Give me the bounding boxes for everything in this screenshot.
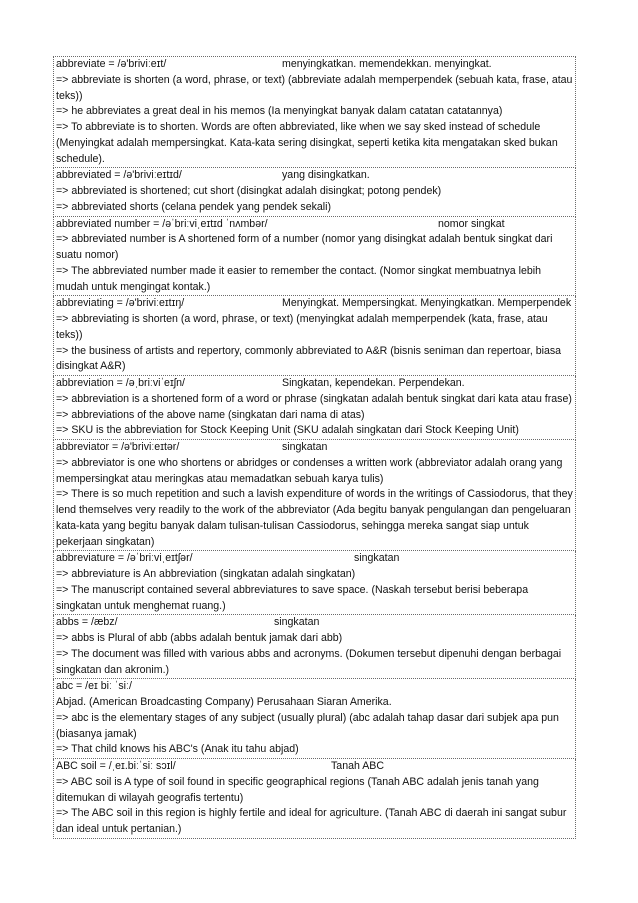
entry-example-line: => the business of artists and repertory, commonly abbreviated to A&R (bisnis seniman dan repertoar, biasa disingkat A&R) <box>56 344 562 373</box>
dictionary-table <box>53 56 576 839</box>
entry-headword-row <box>56 615 573 631</box>
entry-example-line: => abc is the elementary stages of any subject (usually plural) (abc adalah tahap dasar dari subjek apa pun (biasanya jamak) <box>56 711 559 740</box>
entry-headword-row <box>56 168 573 184</box>
entry-meaning: Tanah ABC <box>331 760 385 772</box>
entry-word-pronunciation: ABC soil = /ˌeɪ.biːˈsiː sɔɪl/ <box>56 760 176 772</box>
entry-meaning: singkatan <box>282 441 328 453</box>
entry-example-line: => abbreviated number is A shortened form of a number (nomor yang disingkat adalah bentuk singkat dari suatu nomor) <box>56 233 553 261</box>
entry-example-line: => There is so much repetition and such a lavish expenditure of words in the writings of Cassiodorus, that they lend themselves very readily to the work of the abbreviator (Ada begitu banyak pengulangan dan pengeluaran kata-kata yang begitu banyak dalam tulisan-tulisan Cassiodorus, sehingga mereka sangat siap untuk pekerjaan singkatan) <box>56 488 573 548</box>
entry-example-line: => ABC soil is A type of soil found in specific geographical regions (Tanah ABC adalah jenis tanah yang ditemukan di wilayah geografis tertentu) <box>56 775 539 804</box>
entry-word-pronunciation: abbreviator = /ə'briviːeɪtər/ <box>56 441 180 453</box>
entry-meaning: yang disingkatkan. <box>282 169 370 182</box>
entry-headword-row <box>56 679 573 711</box>
entry-meaning: Singkatan, kependekan. Perpendekan. <box>282 377 465 389</box>
entry-headword-row <box>56 296 573 312</box>
entry-example-line: => The ABC soil in this region is highly fertile and ideal for agriculture. (Tanah ABC di daerah ini sangat subur dan ideal untuk pertanian.) <box>56 807 567 835</box>
entry-example-line: => he abbreviates a great deal in his memos (Ia menyingkat banyak dalam catatan catatannya) <box>56 105 503 118</box>
entry-example-line: => abbreviations of the above name (singkatan dari nama di atas) <box>56 408 365 421</box>
dictionary-entry <box>53 376 576 440</box>
entry-word-pronunciation: abc = /eɪ biː ˈsiː/ <box>56 680 132 693</box>
entry-example-line: => abbreviation is a shortened form of a word or phrase (singkatan adalah bentuk singkat dari kata atau frase) <box>56 392 572 405</box>
entry-example-line: => The manuscript contained several abbreviatures to save space. (Naskah tersebut berisi beberapa singkatan untuk menghemat ruang.) <box>56 583 529 612</box>
dictionary-entry <box>53 296 576 376</box>
entry-example-line: => The document was filled with various abbs and acronyms. (Dokumen tersebut dipenuhi dengan berbagai singkatan dan akronim.) <box>56 647 562 676</box>
entry-word-pronunciation: abbreviated number = /əˈbriːviˌeɪtɪd ˈnʌmbər/ <box>56 217 268 230</box>
entry-example-line: => The abbreviated number made it easier to remember the contact. (Nomor singkat membuatnya lebih mudah untuk mengingat kontak.) <box>56 264 542 293</box>
entry-example-line: => To abbreviate is to shorten. Words are often abbreviated, like when we say sked instead of schedule (Menyingkat adalah mempersingkat. Kata-kata sering disingkat, seperti ketika kita mengatakan sked bukan schedule). <box>56 121 558 165</box>
entry-word-pronunciation: abbreviature = /əˈbriːviˌeɪtʃər/ <box>56 552 193 565</box>
dictionary-entry <box>53 56 576 168</box>
entry-meaning: singkatan <box>354 552 400 565</box>
entry-headword-row <box>56 57 573 73</box>
entry-meaning: nomor singkat <box>438 217 505 230</box>
entry-meaning: Menyingkat. Mempersingkat. Menyingkatkan. Memperpendek <box>282 297 572 310</box>
entry-headword-row <box>56 759 573 775</box>
entry-headword-row <box>56 376 573 392</box>
entry-example-line: => abbreviator is one who shortens or abridges or condenses a written work (abbreviator adalah orang yang mempersingkat atau meringkas atau memadatkan sebuah karya tulis) <box>56 456 563 485</box>
entry-example-line: => abbreviate is shorten (a word, phrase, or text) (abbreviate adalah memperpendek (sebuah kata, frase, atau teks)) <box>56 73 573 102</box>
entry-example-line: => abbs is Plural of abb (abbs adalah bentuk jamak dari abb) <box>56 632 343 644</box>
entry-example-line: => abbreviature is An abbreviation (singkatan adalah singkatan) <box>56 568 356 580</box>
dictionary-entry <box>53 168 576 216</box>
dictionary-entry <box>53 615 576 679</box>
entry-example-line: => abbreviated is shortened; cut short (disingkat adalah disingkat; potong pendek) <box>56 185 442 197</box>
entry-meaning: Abjad. (American Broadcasting Company) Perusahaan Siaran Amerika. <box>56 696 392 708</box>
entry-word-pronunciation: abbreviating = /ə'briviːeɪtɪŋ/ <box>56 297 185 310</box>
dictionary-entry <box>53 759 576 839</box>
entry-meaning: menyingkatkan. memendekkan. menyingkat. <box>282 58 492 70</box>
dictionary-entry <box>53 551 576 615</box>
entry-meaning: singkatan <box>274 616 320 629</box>
entry-example-line: => abbreviating is shorten (a word, phrase, or text) (menyingkat adalah memperpendek (kata, frase, atau teks)) <box>56 313 548 341</box>
entry-headword-row <box>56 217 573 233</box>
entry-word-pronunciation: abbreviated = /ə'briviːeɪtɪd/ <box>56 169 182 182</box>
entry-headword-row <box>56 551 573 567</box>
entry-example-line: => abbreviated shorts (celana pendek yang pendek sekali) <box>56 200 332 213</box>
entry-word-pronunciation: abbreviate = /ə'briviːeɪt/ <box>56 58 167 70</box>
dictionary-entry <box>53 440 576 551</box>
entry-example-line: => That child knows his ABC's (Anak itu tahu abjad) <box>56 743 299 756</box>
entry-example-line: => SKU is the abbreviation for Stock Keeping Unit (SKU adalah singkatan dari Stock Keeping Unit) <box>56 424 519 437</box>
dictionary-entry <box>53 217 576 297</box>
entry-word-pronunciation: abbs = /æbz/ <box>56 616 118 629</box>
entry-word-pronunciation: abbreviation = /əˌbriːviˈeɪʃn/ <box>56 377 185 389</box>
entry-headword-row <box>56 440 573 456</box>
dictionary-entry <box>53 679 576 759</box>
